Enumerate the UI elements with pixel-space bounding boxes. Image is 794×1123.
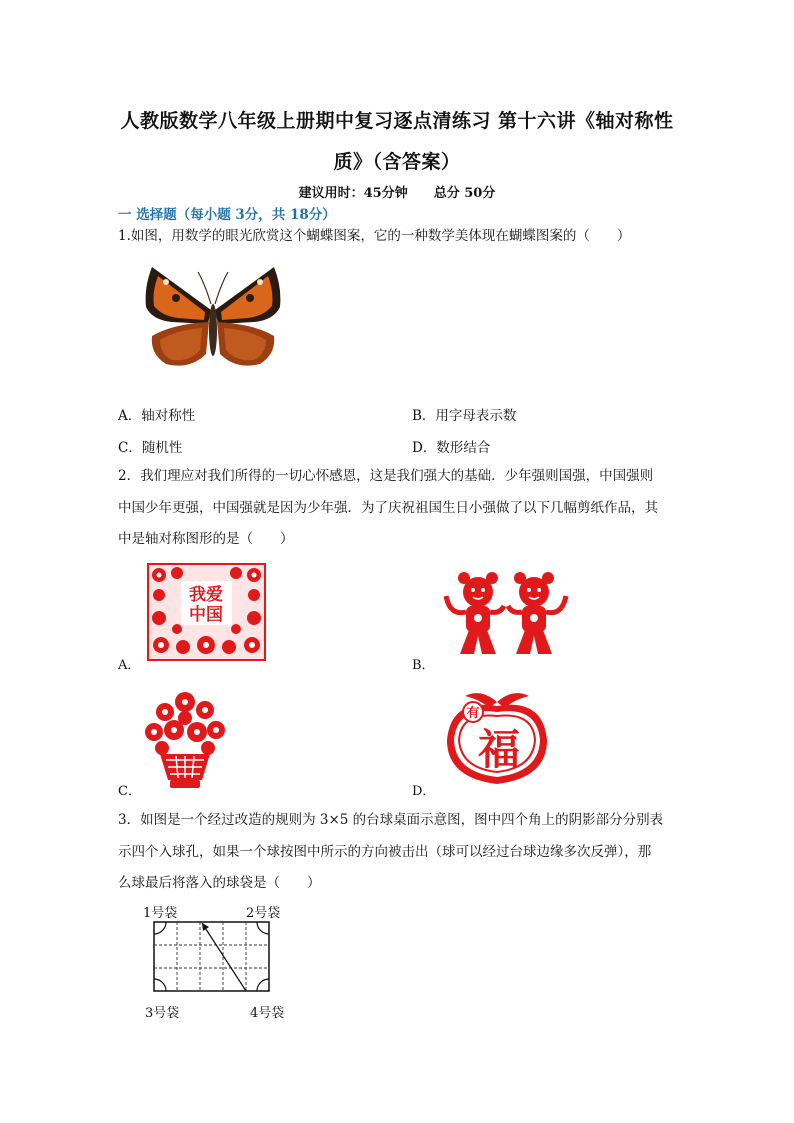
q3-line3: 么球最后将落入的球袋是（ ） <box>118 875 321 891</box>
score-label: 总分 50分 <box>433 186 496 201</box>
q2-label-b: B． <box>412 658 435 673</box>
q2-label-d: D． <box>412 784 436 799</box>
paper-cut-a-text-top: 我爱 <box>189 585 223 605</box>
q2-label-c: C． <box>118 784 141 799</box>
q3-line1: 3．如图是一个经过改造的规则为 3×5 的台球桌面示意图，图中四个角上的阴影部分分别表 <box>118 812 664 828</box>
q2-label-a: A． <box>118 658 141 673</box>
q1-option-a: A．轴对称性 <box>118 408 196 424</box>
paper-cut-d-char-fu: 福 <box>477 725 521 774</box>
q1-option-b: B．用字母表示数 <box>412 408 517 424</box>
paper-cut-a-image <box>147 563 266 661</box>
doc-subtitle <box>0 182 794 201</box>
pocket-label-3: 3号袋 <box>145 1006 180 1021</box>
paper-cut-b-image <box>440 566 572 662</box>
q2-line3: 中是轴对称图形的是（ ） <box>118 531 294 547</box>
doc-title-line2: 质》（含答案） <box>333 151 461 173</box>
doc-title-line1: 人教版数学八年级上册期中复习逐点清练习 第十六讲《轴对称性 <box>120 110 674 132</box>
pocket-label-1: 1号袋 <box>143 906 178 921</box>
q1-option-d: D．数形结合 <box>412 440 491 456</box>
pocket-label-2: 2号袋 <box>246 906 281 921</box>
paper-cut-d-char-you: 有 <box>466 706 480 721</box>
pocket-label-4: 4号袋 <box>250 1006 285 1021</box>
q2-line1: 2．我们理应对我们所得的一切心怀感恩，这是我们强大的基础．少年强则国强，中国强则 <box>118 468 654 484</box>
q2-line2: 中国少年更强，中国强就是因为少年强．为了庆祝祖国生日小强做了以下几幅剪纸作品，其 <box>118 500 658 516</box>
section-heading: 一 选择题（每小题 3分，共 18分） <box>118 207 336 223</box>
q3-line2: 示四个入球孔，如果一个球按图中所示的方向被击出（球可以经过台球边缘多次反弹），那 <box>118 844 652 860</box>
q1-option-c: C．随机性 <box>118 440 183 456</box>
billiard-table-diagram <box>152 920 272 996</box>
q1-text: 1.如图，用数学的眼光欣赏这个蝴蝶图案，它的一种数学美体现在蝴蝶图案的（ ） <box>118 228 631 244</box>
paper-cut-d-image <box>443 688 551 786</box>
paper-cut-a-text-bottom: 中国 <box>189 605 223 625</box>
paper-cut-c-image <box>140 688 230 790</box>
butterfly-image <box>142 262 284 372</box>
time-label: 建议用时：45分钟 <box>298 186 408 201</box>
